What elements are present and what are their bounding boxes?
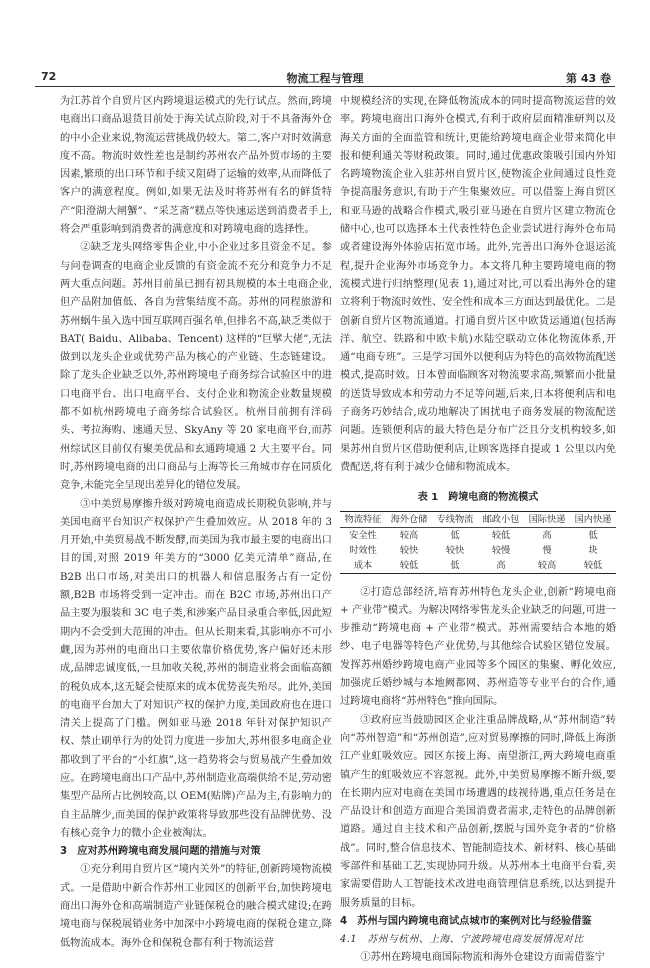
right-column: [340, 93, 616, 968]
table-header-cell: 国际快递: [528, 513, 566, 525]
table-cell: 低: [450, 529, 460, 541]
table-cell: 高: [542, 529, 552, 541]
paragraph: ③中美贸易摩擦升级对跨境电商造成长期税负影响,并与美国电商平台知识产权保护产生叠加效应。从 2018 年的 3 月开始,中美贸易战不断发酵,而美国为我市最主要的电商出口目的国,对照 2019 年美方的“3000 亿美元清单”商品,在 B2B 出口市场,对美出口的机器人和信息服务占有一定份额,B2B 市场将受到一定冲击。而在 B2C 市场,苏州出口产品主要为服装和 3C 电子类,和涉案产品目录重合率低,因此短期内不会受到大范围的冲击。但从长期来看,其影响亦不可小觑,因为苏州的电商出口主要依靠价格优势,客户偏好还未形成,品牌忠诚度低,一旦加收关税,苏州的制造业将会面临高额的税负成本,这无疑会使原来的成本优势丧失殆尽。此外,美国的电商平台加大了对知识产权的保护力度,美国政府也在进口清关上提高了门槛。例如亚马逊 2018 年针对保护知识产权、禁止刷单行为的处罚力度进一步加大,苏州很多电商企业都收到了平台的“小红旗”,这一趋势将会与贸易战产生叠加效应。在跨境电商出口产品中,苏州制造业高端供给不足,劳动密集型产品所占比例较高,以 OEM(贴牌)产品为主,有影响力的自主品牌少,而美国的保护政策将导致那些没有品牌优势、没有核心竞争力的微小企业被淘汰。: [60, 498, 332, 839]
table-header-cell: 专线物流: [436, 513, 474, 525]
logistics-table: [340, 511, 616, 574]
table-cell: 较高: [537, 559, 557, 571]
table-header-cell: 物流特征: [344, 513, 382, 525]
table-cell: 较慢: [491, 544, 511, 556]
paragraph: ②缺乏龙头网络零售企业,中小企业过多且资金不足。参与问卷调查的电商企业反馈的有资金流不充分和竞争力不足两大重点问题。苏州目前虽已拥有初具规模的本土电商企业,但产品附加值低、各自为营集结度不高。苏州的同程旅游和苏州蜗牛虽入选中国互联网百强名单,但排名不高,缺乏类似于 BAT( Baidu、Alibaba、Tencent) 这样的“巨擘大佬”,无法做到以龙头企业或优势产品为核心的产业链、生态链建设。除了龙头企业缺乏以外,苏州跨境电子商务综合试验区中的进口电商平台、出口电商平台、支付企业和物流企业数量规模都不如杭州跨境电子商务综合试验区。杭州目前拥有洋码头、考拉海购、速通天昱、SkyAny 等 20 家电商平台,而苏州综试区目前仅有聚美优品和玄通跨境通 2 大主要平台。同时,苏州跨境电商的出口商品与上海等长三角城市存在同质化竞争,未能完全呈现出差异化的错位发展。: [60, 242, 332, 492]
table-cell: 较低: [491, 529, 511, 541]
table-cell: 较快: [445, 544, 465, 556]
paragraph: 中规模经济的实现,在降低物流成本的同时提高物流运营的效率。跨境电商出口海外仓模式,有利于政府层面精准研判以及海关方面的全面监管和统计,更能给跨境电商企业带来简化申报和便利通关等财税政策。同时,通过优惠政策吸引国内外知名跨境物流企业入驻苏州自贸片区,使物流企业间通过良性竞争提高服务意识,有助于产生集聚效应。可以借鉴上海自贸区和亚马逊的战略合作模式,吸引亚马逊在自贸片区建立物流仓储中心,也可以选择本土代表性特色企业尝试进行海外仓布局或者建设海外体验店拓宽市场。此外,完善出口海外仓退运流程,提升企业海外市场竞争力。本文将几种主要跨境电商的物流模式进行归纳整理(见表 1),通过对比,可以看出海外仓的建立将利于物流时效性、安全性和成本三方面达到最优化。二是创新自贸片区物流通道。打通自贸片区中欧货运通道(包括海洋、航空、铁路和中欧卡航)水陆空联动立体化物流体系,开通“电商专班”。三是学习国外以便利店为特色的高效物流配送模式,提高时效。日本曾面临顾客对物流要求高,频繁而小批量的送货导致成本和劳动力不足等问题,后来,日本将便利店和电子商务巧妙结合,成功地解决了困扰电子商务发展的物流配送问题。连锁便利店的最大特色是分布广泛且分支机构较多,如果苏州自贸片区借助便利店,让顾客选择自提或 1 公里以内免费配送,将有利于减少仓储和物流成本。: [340, 96, 616, 473]
paragraph: 为江苏首个自贸片区内跨境退运模式的先行试点。然而,跨境电商出口商品退货目前处于海关试点阶段,对于不具备海外仓的中小企业来说,物流运营挑战仍较大。第二,客户对时效满意度不高。物流时效性差也是制约苏州农产品外贸市场的主要因素,繁琐的出口环节和手续又阻碍了运输的效率,从而降低了客户的满意程度。例如,如果无法及时将苏州有名的鲜货特产“阳澄湖大闸蟹”、“采芝斋”糕点等快速运送到消费者手上,将会严重影响到消费者的满意度和对跨境电商的选择性。: [60, 96, 332, 236]
section-heading: 4 苏州与国内跨境电商试点城市的案例对比与经验借鉴: [340, 915, 592, 927]
paragraph: ①苏州在跨境电商国际物流和海外仓建设方面需借鉴宁: [360, 952, 605, 964]
paragraph: ③政府应当鼓励园区企业注重品牌战略,从“苏州制造”转向“苏州智造”和“苏州创造”,应对贸易摩擦的同时,降低上海浙江产业虹吸效应。园区东接上海、南望浙江,两大跨境电商重镇产生的虹吸效应不容忽视。此外,中美贸易摩擦不断升级,要在长期内应对电商在美国市场遭遇的歧视待遇,重点任务是在产品设计和创造方面迎合美国消费者需求,走特色的品牌创新道路。通过自主技术和产品创新,摆脱与国外竞争者的“价格战”。同时,整合信息技术、智能制造技术、新材料、核心基础零部件和基础工艺,实现协同升级。从苏州本土电商平台看,卖家需要借助人工智能技术改进电商管理信息系统,以达到提升服务质量的目标。: [340, 714, 616, 909]
table-cell: 较低: [583, 559, 603, 571]
page-number: 72: [41, 70, 57, 83]
paragraph: ②打造总部经济,培育苏州特色龙头企业,创新“跨境电商 + 产业带”模式。为解决网络零售龙头企业缺乏的问题,可进一步推动“跨境电商 + 产业带”模式。苏州需要结合本地的婚纱、电子电器等特色产业优势,与其他综合试验区错位发展。发挥苏州婚纱跨境电商产业园等多个园区的集聚、孵化效应,加强虎丘婚纱城与本地阙都网、苏州造等专业平台的合作,通过跨境电商将“苏州特色”推向国际。: [340, 586, 616, 708]
table-header-row: [340, 511, 616, 527]
table-cell: 高: [496, 559, 506, 571]
volume-label: 第 43 卷: [566, 72, 611, 85]
table-row: [340, 543, 616, 558]
table-row: [340, 558, 616, 574]
table-caption: 表 1 跨境电商的物流模式: [417, 492, 539, 504]
subsection-heading: 4.1 苏州与杭州、上海、宁波跨境电商发展情况对比: [340, 934, 584, 946]
table-cell: 较低: [399, 559, 419, 571]
section-heading: 3 应对苏州跨境电商发展问题的措施与对策: [60, 846, 261, 858]
table-header-cell: 邮政小包: [482, 513, 520, 525]
table-cell: 较快: [399, 544, 419, 556]
page-header: [35, 70, 615, 87]
table-cell: 较高: [399, 529, 419, 541]
table-cell: 时效性: [349, 544, 377, 556]
table-cell: 低: [588, 529, 598, 541]
table-cell: 块: [588, 544, 598, 556]
table-header-cell: 海外仓储: [390, 513, 428, 525]
journal-title: 物流工程与管理: [286, 72, 364, 85]
table-row: [340, 527, 616, 543]
table-header-cell: 国内快递: [574, 513, 612, 525]
table-cell: 安全性: [349, 529, 377, 541]
paragraph: ①充分利用自贸片区“境内关外”的特征,创新跨境物流模式。一是借助中新合作苏州工业园区的创新平台,加快跨境电商出口海外仓和高端制造产业链保税仓的融合模式建设;在跨境电商与保税展销业务中加深中小跨境电商的保税仓建立,降低物流成本。海外仓和保税仓都有利于物流运营: [60, 864, 332, 949]
table-cell: 慢: [542, 544, 552, 556]
table-cell: 成本: [353, 559, 373, 571]
left-column: [60, 93, 332, 953]
table-cell: 低: [450, 559, 460, 571]
